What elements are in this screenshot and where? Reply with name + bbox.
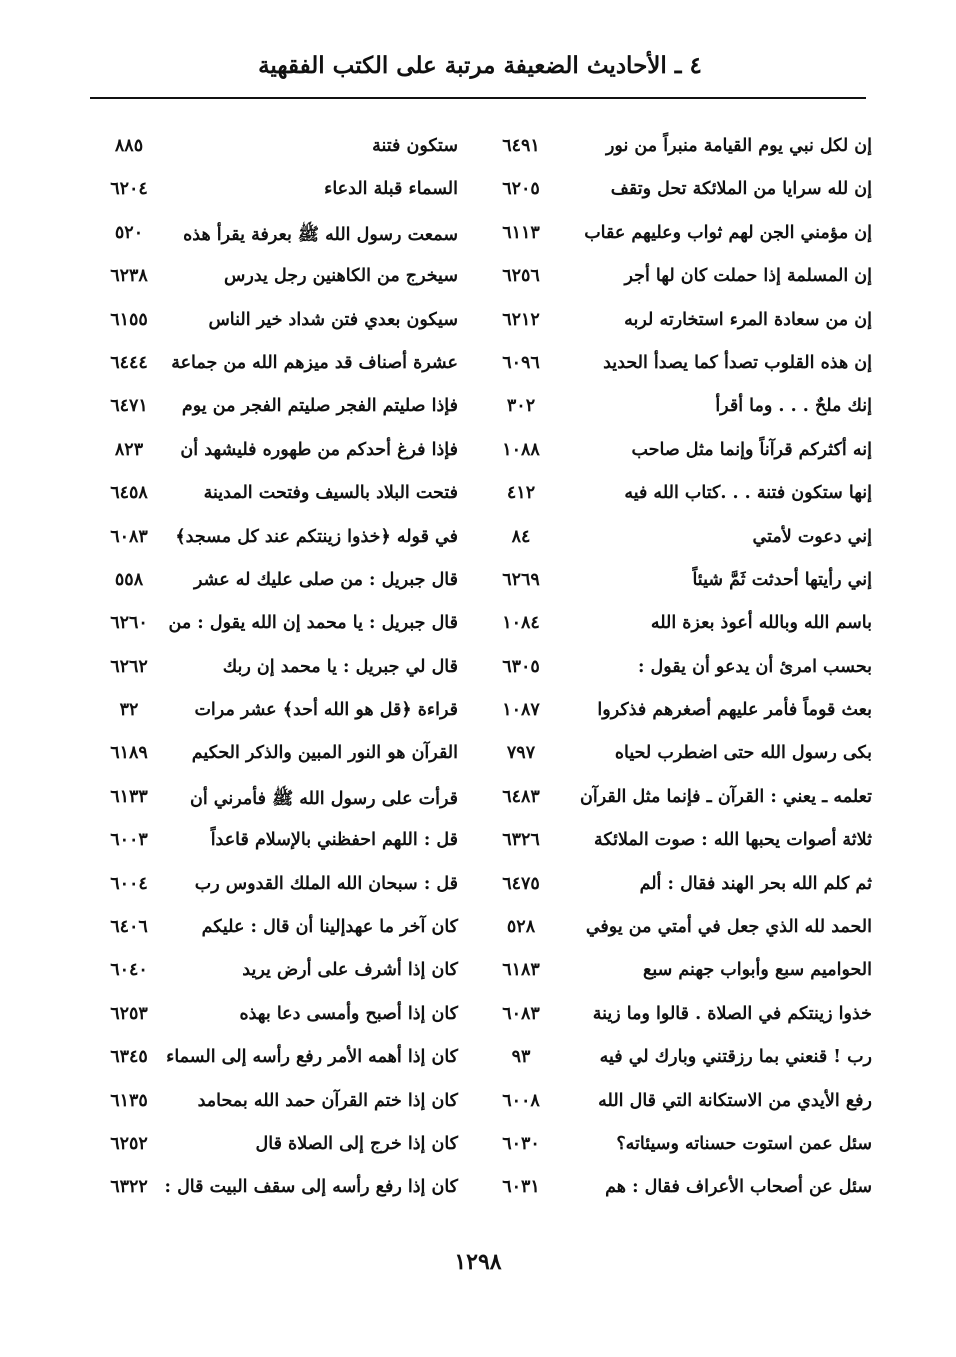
hadith-incipit: إنها ستكون فتنة . . .كتاب الله فيه — [624, 483, 872, 504]
hadith-index-entry — [98, 562, 458, 605]
hadith-incipit: إني دعوت لأمتي — [752, 526, 872, 547]
hadith-number: ٦٠٩٦ — [502, 352, 540, 373]
hadith-incipit: سئل عمن استوت حسناته وسيئاته؟ — [616, 1133, 872, 1154]
hadith-incipit: كان إذا ختم القرآن حمد الله بمحامد — [197, 1090, 458, 1111]
hadith-incipit: قراءة ﴿قل هو الله أحد﴾ عشر مرات — [194, 700, 458, 721]
hadith-incipit: ثم كلم الله بحر الهند فقال : ألم — [639, 873, 872, 894]
hadith-index-entry — [490, 952, 872, 995]
hadith-incipit: سمعت رسول الله ﷺ بعرفة يقرأ هذه — [183, 224, 458, 245]
hadith-incipit: إن مؤمني الجن لهم ثواب وعليهم عقاب — [584, 222, 872, 243]
hadith-incipit: إن لكل نبي يوم القيامة منبراً من نور — [605, 136, 872, 156]
hadith-index-entry — [98, 822, 458, 865]
hadith-index-entry — [490, 866, 872, 909]
hadith-incipit: بكى رسول الله حتى اضطرب لحياه — [614, 743, 872, 764]
hadith-index-entry — [490, 996, 872, 1039]
hadith-incipit: كان إذا رفع رأسه إلى سقف البيت قال : — [164, 1177, 458, 1198]
hadith-number: ٦١٥٥ — [110, 309, 148, 330]
hadith-incipit: كان إذا أشرف على أرض يريد — [242, 960, 458, 981]
hadith-number: ٦٢٥٣ — [110, 1003, 148, 1024]
hadith-index-entry — [98, 996, 458, 1039]
hadith-number: ٦٣٤٥ — [110, 1047, 148, 1068]
hadith-index-entry — [490, 909, 872, 952]
hadith-index-entry — [490, 605, 872, 648]
hadith-number: ٦٤٨٣ — [502, 786, 540, 807]
hadith-number: ٦١٣٥ — [110, 1090, 148, 1111]
hadith-number: ٦٢٥٢ — [110, 1133, 148, 1154]
header-rule — [90, 97, 866, 99]
hadith-number: ٦٢٦٠ — [110, 613, 148, 634]
hadith-incipit: باسم الله وبالله أعوذ بعزة الله — [650, 613, 872, 634]
hadith-number: ٣٢ — [119, 700, 139, 721]
hadith-index-entry — [98, 171, 458, 214]
hadith-incipit: الحمد لله الذي جعل في أمتي من يوفي — [585, 917, 872, 938]
hadith-index-entry — [98, 1126, 458, 1169]
hadith-incipit: قال لي جبريل : يا محمد إن ربك — [222, 656, 458, 677]
left-column — [98, 128, 458, 1213]
hadith-number: ٦١٨٩ — [110, 743, 148, 764]
hadith-number: ٦٢٣٨ — [110, 266, 148, 287]
hadith-number: ١٠٨٧ — [502, 700, 540, 721]
hadith-number: ٥٢٠ — [114, 222, 144, 243]
hadith-number: ٤١٢ — [506, 483, 536, 504]
hadith-number: ٦٣٢٢ — [110, 1177, 148, 1198]
hadith-number: ٦٤٧٥ — [502, 873, 540, 894]
hadith-number: ١٠٨٨ — [502, 439, 540, 460]
hadith-number: ٦٤٩١ — [502, 136, 540, 156]
hadith-incipit: قرأت على رسول الله ﷺ فأمرني أن — [189, 788, 458, 809]
hadith-number: ٦٢٠٤ — [110, 179, 148, 200]
hadith-index-entry — [98, 345, 458, 388]
hadith-index-entry — [490, 302, 872, 345]
hadith-index-entry — [98, 1169, 458, 1212]
hadith-incipit: فإذا صليتم الفجر صليتم الفجر من يوم — [181, 396, 458, 417]
hadith-number: ٦٢٠٥ — [502, 179, 540, 200]
hadith-incipit: قال جبريل : من صلى عليك له عشر — [193, 569, 458, 590]
hadith-number: ٦١١٣ — [502, 222, 540, 243]
hadith-number: ٦٤٥٨ — [110, 483, 148, 504]
hadith-index-entry — [490, 735, 872, 778]
hadith-number: ٦٣٠٥ — [502, 656, 540, 677]
hadith-number: ٨٨٥ — [114, 136, 144, 156]
hadith-index-entry — [490, 432, 872, 475]
hadith-index-entry — [490, 1126, 872, 1169]
hadith-number: ٩٣ — [511, 1047, 531, 1068]
hadith-index-entry — [490, 128, 872, 171]
hadith-index-entry — [98, 692, 458, 735]
hadith-index-entry — [98, 388, 458, 431]
hadith-number: ٦٢٦٢ — [110, 656, 148, 677]
hadith-number: ٥٢٨ — [506, 917, 536, 938]
hadith-incipit: بحسب امرئ أن يدعو أن يقول : — [637, 656, 872, 677]
hadith-number: ٦١٨٣ — [502, 960, 540, 981]
hadith-index-entry — [98, 909, 458, 952]
hadith-incipit: رفع الأيدي من الاستكانة التي قال الله — [598, 1090, 872, 1111]
hadith-index-entry — [98, 952, 458, 995]
hadith-number: ٦٠٠٣ — [110, 830, 148, 851]
hadith-index-entry — [98, 1039, 458, 1082]
hadith-index-entry — [490, 475, 872, 518]
hadith-number: ٦٠٨٣ — [110, 526, 148, 547]
hadith-number: ٦٠٣١ — [502, 1177, 540, 1198]
hadith-incipit: رب ! قنعني بما رزقتني وبارك لي فيه — [599, 1047, 872, 1068]
hadith-index-entry — [98, 866, 458, 909]
hadith-incipit: قل : اللهم احفظني بالإسلام قاعداً — [210, 830, 458, 851]
hadith-incipit: إن لله سرايا من الملائكة تحل وتقف — [610, 179, 872, 200]
hadith-index-entry — [98, 215, 458, 258]
hadith-incipit: قال جبريل : يا محمد إن الله يقول : من — [168, 613, 458, 634]
hadith-index-entry — [98, 519, 458, 562]
hadith-index-entry — [490, 649, 872, 692]
hadith-incipit: فإذا فرغ أحدكم من طهوره فليشهد أن — [180, 439, 458, 460]
hadith-number: ٦٠٣٠ — [502, 1133, 540, 1154]
hadith-number: ٦٤٠٦ — [110, 917, 148, 938]
hadith-index-entry — [490, 345, 872, 388]
hadith-index-entry — [490, 1039, 872, 1082]
hadith-incipit: ثلاثة أصوات يحبها الله : صوت الملائكة — [594, 830, 872, 851]
hadith-index-entry — [490, 779, 872, 822]
hadith-incipit: فتحت البلاد بالسيف وفتحت المدينة — [203, 483, 458, 504]
hadith-incipit: كان آخر ما عهدإلينا أن قال : عليكم — [201, 917, 458, 938]
hadith-index-entry — [98, 302, 458, 345]
hadith-incipit: كان إذا خرج إلى الصلاة قال — [255, 1133, 458, 1154]
page-number: ١٢٩٨ — [454, 1249, 502, 1275]
hadith-number: ٦٢١٢ — [502, 309, 540, 330]
hadith-index-entry — [98, 128, 458, 171]
hadith-number: ٦٠٤٠ — [110, 960, 148, 981]
running-header: ٤ ـ الأحاديث الضعيفة مرتبة على الكتب الفقهية — [258, 52, 702, 79]
hadith-index-entry — [490, 215, 872, 258]
hadith-incipit: الحواميم سبع وأبواب جهنم سبع — [643, 960, 872, 981]
hadith-incipit: إن المسلمة إذا حملت كان لها أجر — [624, 266, 872, 287]
hadith-number: ٦٠٠٤ — [110, 873, 148, 894]
hadith-number: ٦٠٠٨ — [502, 1090, 540, 1111]
hadith-number: ١٠٨٤ — [502, 613, 540, 634]
hadith-number: ٦٣٢٦ — [502, 830, 540, 851]
hadith-index-entry — [98, 735, 458, 778]
hadith-index-entry — [98, 605, 458, 648]
hadith-incipit: قل : سبحان الله الملك القدوس رب — [194, 873, 458, 894]
hadith-incipit: إنك ملحٌ . . . وما أقرأ — [715, 396, 872, 417]
hadith-number: ٨٢٣ — [114, 439, 144, 460]
hadith-incipit: سئل عن أصحاب الأعراف فقال : هم — [605, 1177, 872, 1198]
hadith-incipit: في قوله ﴿خذوا زينتكم عند كل مسجد﴾ — [175, 526, 458, 547]
hadith-incipit: بعث قوماً فأمر عليهم أصغرهم فذكروا — [597, 700, 872, 721]
hadith-number: ٨٤ — [511, 526, 531, 547]
hadith-number: ٦٤٤٤ — [110, 352, 148, 373]
hadith-incipit: السماء قبلة الدعاء — [324, 179, 458, 200]
hadith-index-entry — [490, 171, 872, 214]
hadith-incipit: إن من سعادة المرء استخارته لربه — [624, 309, 872, 330]
hadith-number: ٣٠٢ — [506, 396, 536, 417]
hadith-index-entry — [490, 1169, 872, 1212]
hadith-incipit: إني رأيتها أحدثت ثَمَّ شيئاً — [692, 569, 872, 590]
hadith-incipit: خذوا زينتكم في الصلاة . قالوا وما زينة — [592, 1003, 872, 1024]
hadith-index-entry — [490, 1083, 872, 1126]
hadith-incipit: سيخرج من الكاهنين رجل يدرس — [224, 266, 458, 287]
hadith-index-entry — [490, 519, 872, 562]
hadith-incipit: سيكون بعدي فتن شداد خير الناس — [208, 309, 458, 330]
hadith-incipit: القرآن هو النور المبين والذكر الحكيم — [191, 743, 458, 764]
hadith-index-entry — [98, 258, 458, 301]
hadith-index-entry — [490, 258, 872, 301]
hadith-incipit: ستكون فتنة — [372, 136, 458, 156]
hadith-incipit: تعلمه ـ يعني : القرآن ـ فإنما مثل القرآن — [580, 786, 872, 807]
hadith-incipit: إنه أكثركم قرآناً وإنما مثل صاحب — [631, 439, 872, 460]
hadith-incipit: كان إذا أصبح وأمسى دعا بهذه — [239, 1003, 458, 1024]
hadith-number: ٦٢٦٩ — [502, 569, 540, 590]
hadith-index-entry — [490, 388, 872, 431]
hadith-index-entry — [98, 1083, 458, 1126]
hadith-number: ٥٥٨ — [114, 569, 144, 590]
right-column — [490, 128, 872, 1213]
hadith-index-entry — [490, 562, 872, 605]
hadith-index-entry — [98, 475, 458, 518]
hadith-index-entry — [98, 779, 458, 822]
hadith-incipit: عشرة أصناف قد ميزهم الله من جماعة — [171, 352, 458, 373]
hadith-number: ٦٢٥٦ — [502, 266, 540, 287]
hadith-index-entry — [98, 649, 458, 692]
hadith-incipit: كان إذا أهمه الأمر رفع رأسه إلى السماء — [166, 1047, 458, 1068]
hadith-number: ٦١٣٣ — [110, 786, 148, 807]
hadith-incipit: إن هذه القلوب تصدأ كما يصدأ الحديد — [603, 352, 872, 373]
hadith-index-entry — [98, 432, 458, 475]
hadith-number: ٦٠٨٣ — [502, 1003, 540, 1024]
hadith-index-entry — [490, 822, 872, 865]
hadith-index-entry — [490, 692, 872, 735]
hadith-number: ٧٩٧ — [506, 743, 536, 764]
hadith-number: ٦٤٧١ — [110, 396, 148, 417]
